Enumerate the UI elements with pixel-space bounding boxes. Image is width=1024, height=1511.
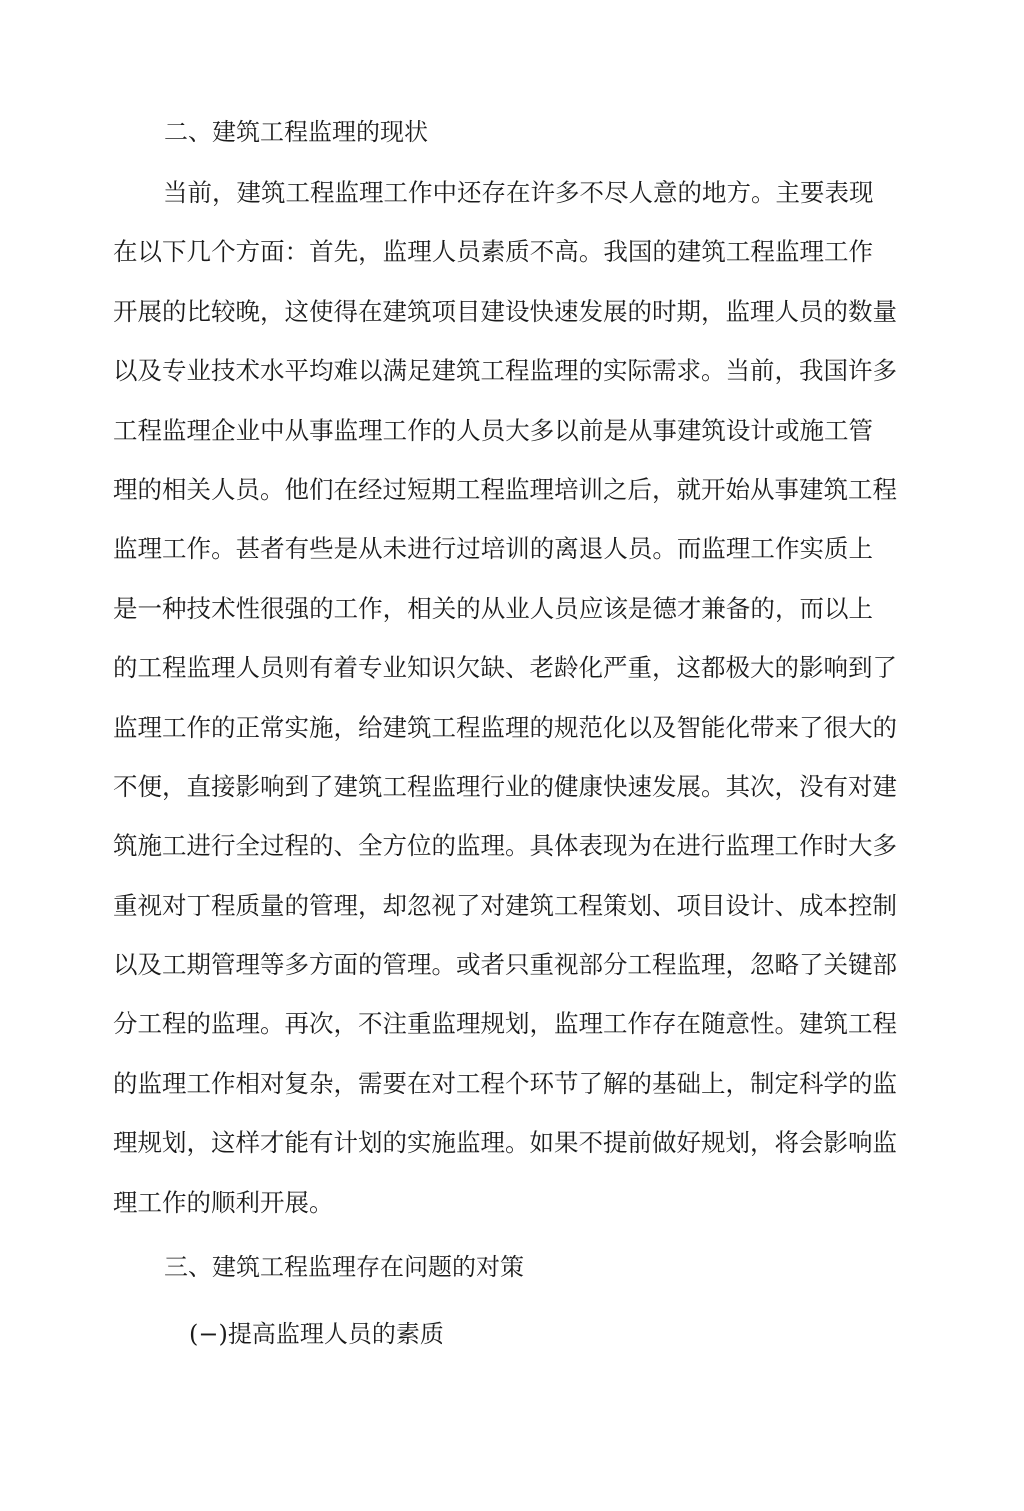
section-heading-status: 二、建筑工程监理的现状 bbox=[164, 118, 428, 146]
paragraph-line: 筑施工进行全过程的、全方位的监理。具体表现为在进行监理工作时大多 bbox=[113, 831, 897, 861]
paragraph-line: 理工作的顺利开展。 bbox=[113, 1187, 334, 1217]
paragraph-line: 不便，直接影响到了建筑工程监理行业的健康快速发展。其次，没有对建 bbox=[113, 771, 897, 801]
paragraph-line: 是一种技术性很强的工作，相关的从业人员应该是德才兼备的，而以上 bbox=[113, 593, 873, 623]
paragraph-line: 以及工期管理等多方面的管理。或者只重视部分工程监理，忽略了关键部 bbox=[113, 950, 897, 980]
subsection-heading-improve-quality: (−)提高监理人员的素质 bbox=[189, 1320, 444, 1348]
paragraph-line: 当前，建筑工程监理工作中还存在许多不尽人意的地方。主要表现 bbox=[163, 178, 874, 207]
paragraph-line: 理的相关人员。他们在经过短期工程监理培训之后，就开始从事建筑工程 bbox=[113, 474, 897, 504]
section-paragraph-status bbox=[113, 174, 897, 1243]
paragraph-line: 的监理工作相对复杂，需要在对工程个环节了解的基础上，制定科学的监 bbox=[113, 1068, 897, 1098]
paragraph-line: 监理工作的正常实施，给建筑工程监理的规范化以及智能化带来了很大的 bbox=[113, 712, 897, 742]
paragraph-line: 理规划，这样才能有计划的实施监理。如果不提前做好规划，将会影响监 bbox=[113, 1128, 897, 1158]
paragraph-line: 在以下几个方面：首先，监理人员素质不高。我国的建筑工程监理工作 bbox=[113, 237, 873, 267]
paragraph-line: 的工程监理人员则有着专业知识欠缺、老龄化严重，这都极大的影响到了 bbox=[113, 653, 897, 683]
paragraph-line: 以及专业技术水平均难以满足建筑工程监理的实际需求。当前，我国许多 bbox=[113, 356, 897, 386]
paragraph-line: 工程监理企业中从事监理工作的人员大多以前是从事建筑设计或施工管 bbox=[113, 415, 873, 445]
paragraph-line: 监理工作。甚者有些是从未进行过培训的离退人员。而监理工作实质上 bbox=[113, 534, 873, 564]
section-heading-countermeasures: 三、建筑工程监理存在问题的对策 bbox=[164, 1253, 524, 1281]
paragraph-line: 分工程的监理。再次，不注重监理规划，监理工作存在随意性。建筑工程 bbox=[113, 1009, 897, 1039]
paragraph-line: 重视对丁程质量的管理，却忽视了对建筑工程策划、项目设计、成本控制 bbox=[113, 890, 897, 920]
paragraph-line: 开展的比较晚，这使得在建筑项目建设快速发展的时期，监理人员的数量 bbox=[113, 296, 897, 326]
